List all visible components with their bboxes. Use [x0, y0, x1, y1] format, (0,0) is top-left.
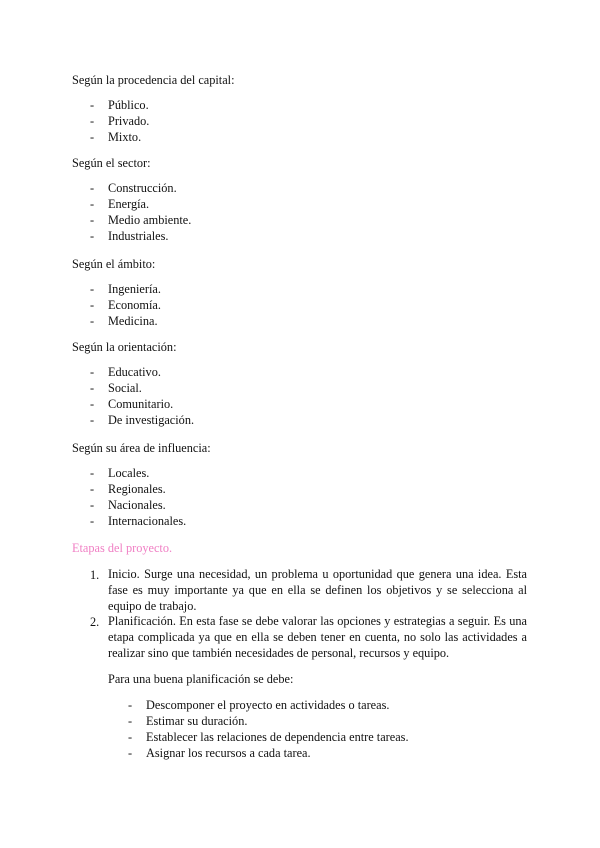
list-item: Construcción.	[108, 181, 177, 195]
bullet-dash: -	[128, 714, 133, 728]
bullet-dash: -	[90, 365, 95, 379]
stage-text: Inicio. Surge una necesidad, un problema u oportunidad que genera una idea. Esta fase es muy importante ya que en ella se definen los objetivos y se selecciona al equipo de trabajo.	[108, 567, 527, 613]
bullet-dash: -	[128, 746, 133, 760]
stage-text: Planificación. En esta fase se debe valorar las opciones y estrategias a seguir. Es una etapa complicada ya que en ella se deben tener en cuenta, no solo las actividades a realizar sino que también necesidades de personal, recursos y equipo.	[108, 614, 527, 660]
bullet-dash: -	[90, 130, 95, 144]
section-heading: Según la procedencia del capital:	[72, 73, 235, 87]
planning-intro: Para una buena planificación se debe:	[108, 672, 294, 686]
list-item: Ingeniería.	[108, 282, 161, 296]
list-item: Comunitario.	[108, 397, 174, 411]
bullet-dash: -	[90, 181, 95, 195]
planning-item: Estimar su duración.	[146, 714, 248, 728]
bullet-dash: -	[90, 213, 95, 227]
section-heading: Según su área de influencia:	[72, 441, 211, 455]
bullet-dash: -	[90, 397, 95, 411]
stage-number: 2.	[90, 615, 100, 629]
list-item: Público.	[108, 98, 149, 112]
list-item: Nacionales.	[108, 498, 166, 512]
planning-item: Establecer las relaciones de dependencia entre tareas.	[146, 730, 409, 744]
list-item: Economía.	[108, 298, 161, 312]
planning-item: Descomponer el proyecto en actividades o tareas.	[146, 698, 390, 712]
bullet-dash: -	[90, 514, 95, 528]
list-item: Medio ambiente.	[108, 213, 192, 227]
list-item: Educativo.	[108, 365, 161, 379]
bullet-dash: -	[90, 413, 95, 427]
list-item: Energía.	[108, 197, 150, 211]
bullet-dash: -	[90, 197, 95, 211]
stage-number: 1.	[90, 568, 100, 582]
bullet-dash: -	[90, 282, 95, 296]
bullet-dash: -	[90, 482, 95, 496]
bullet-dash: -	[90, 466, 95, 480]
stages-heading: Etapas del proyecto.	[72, 541, 173, 555]
list-item: Mixto.	[108, 130, 142, 144]
bullet-dash: -	[128, 730, 133, 744]
bullet-dash: -	[90, 298, 95, 312]
bullet-dash: -	[90, 381, 95, 395]
list-item: De investigación.	[108, 413, 195, 427]
bullet-dash: -	[90, 314, 95, 328]
bullet-dash: -	[90, 98, 95, 112]
list-item: Locales.	[108, 466, 150, 480]
section-heading: Según la orientación:	[72, 340, 177, 354]
planning-item: Asignar los recursos a cada tarea.	[146, 746, 311, 760]
list-item: Industriales.	[108, 229, 169, 243]
list-item: Privado.	[108, 114, 150, 128]
list-item: Regionales.	[108, 482, 166, 496]
section-heading: Según el ámbito:	[72, 257, 156, 271]
bullet-dash: -	[90, 114, 95, 128]
list-item: Social.	[108, 381, 142, 395]
bullet-dash: -	[90, 498, 95, 512]
bullet-dash: -	[90, 229, 95, 243]
bullet-dash: -	[128, 698, 133, 712]
list-item: Internacionales.	[108, 514, 187, 528]
list-item: Medicina.	[108, 314, 158, 328]
section-heading: Según el sector:	[72, 156, 151, 170]
